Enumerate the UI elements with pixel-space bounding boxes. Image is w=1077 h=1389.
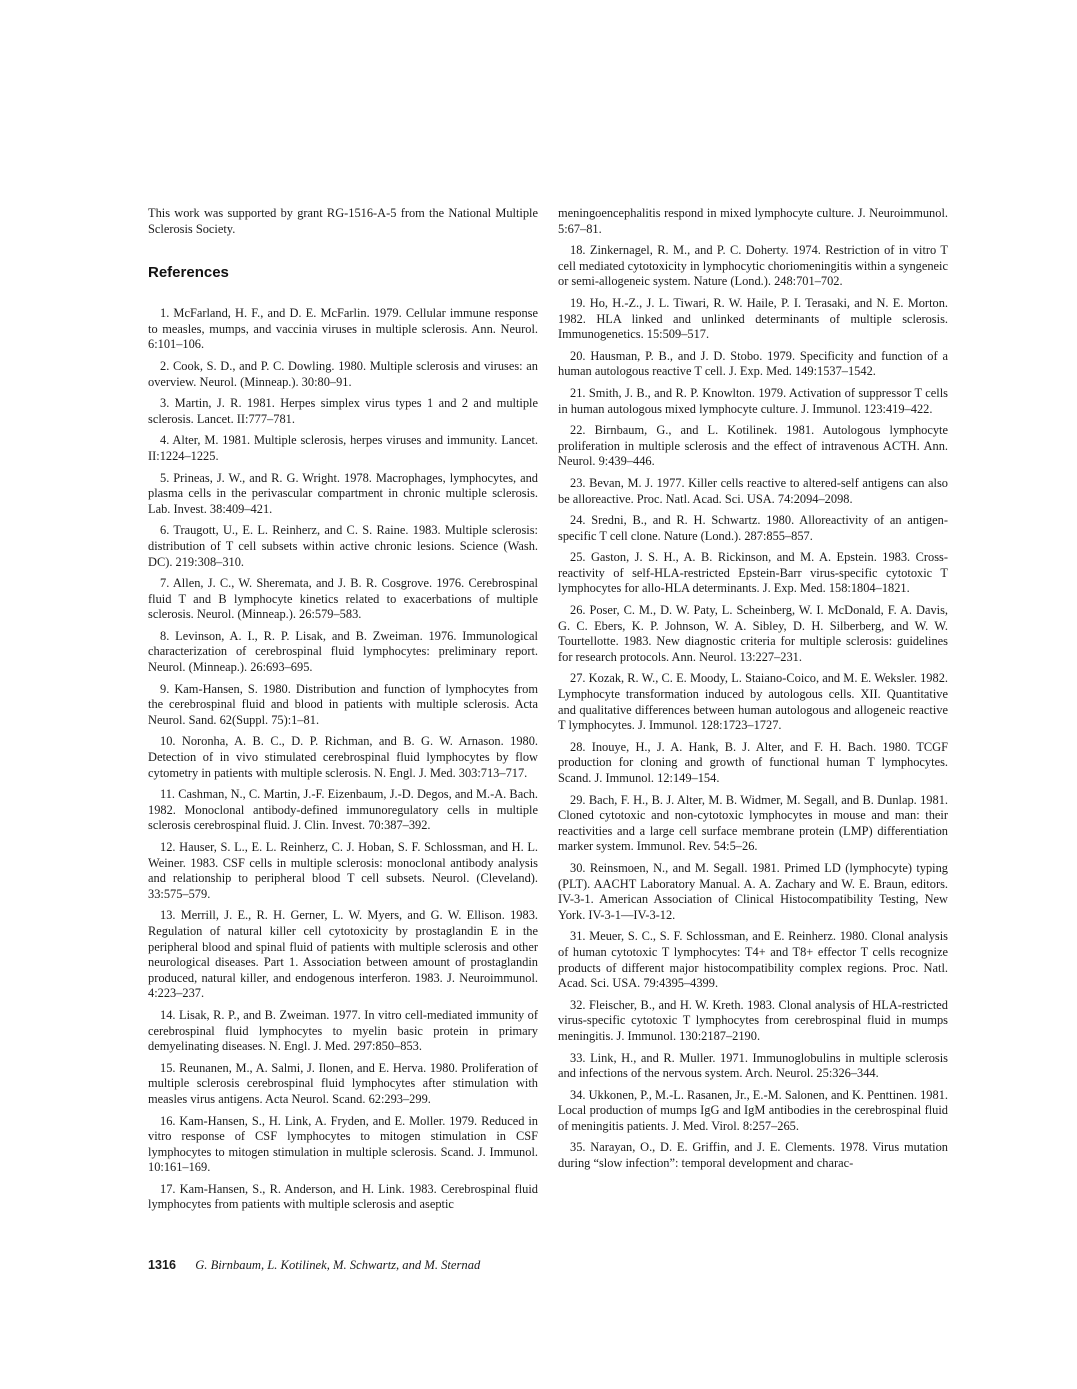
reference-item: 6. Traugott, U., E. L. Reinherz, and C. S. Raine. 1983. Multiple sclerosis: distribution of T cell subsets within active chronic lesions. Science (Wash. DC). 219:308–310. [148, 523, 538, 569]
left-column [148, 206, 538, 1219]
right-reference-list [558, 243, 948, 1171]
reference-item: 30. Reinsmoen, N., and M. Segall. 1981. Primed LD (lymphocyte) typing (PLT). AACHT Laboratory Manual. A. A. Zachary and W. E. Braun, editors. IV-3-1. American Association of Clinical Histocompatibility Testing, New York. IV-3-1—IV-3-12. [558, 860, 948, 922]
reference-item: 9. Kam-Hansen, S. 1980. Distribution and function of lymphocytes from the cerebrospinal fluid and blood in patients with multiple sclerosis. Acta Neurol. Sand. 62(Suppl. 75):1–81. [148, 681, 538, 727]
reference-item: 3. Martin, J. R. 1981. Herpes simplex virus types 1 and 2 and multiple sclerosis. Lancet. II:777–781. [148, 396, 538, 426]
reference-item: 10. Noronha, A. B. C., D. P. Richman, and B. G. W. Arnason. 1980. Detection of in vivo stimulated cerebrospinal fluid lymphocytes by flow cytometry in patients with multiple sclerosis. N. Engl. J. Med. 303:713–717. [148, 734, 538, 780]
reference-item: 32. Fleischer, B., and H. W. Kreth. 1983. Clonal analysis of HLA-restricted virus-specific cytotoxic T lymphocytes from cerebrospinal fluid in mumps meningitis. J. Immunol. 130:2187–2190. [558, 997, 948, 1043]
page-number: 1316 [148, 1258, 177, 1272]
reference-continuation: meningoencephalitis respond in mixed lymphocyte culture. J. Neuroimmunol. 5:67–81. [558, 206, 948, 236]
reference-item: 5. Prineas, J. W., and R. G. Wright. 1978. Macrophages, lymphocytes, and plasma cells in the perivascular compartment in chronic multiple sclerosis. Lab. Invest. 38:409–421. [148, 470, 538, 516]
reference-item: 13. Merrill, J. E., R. H. Gerner, L. W. Myers, and G. W. Ellison. 1983. Regulation of natural killer cell cytotoxicity by prostaglandin E in the peripheral blood and spinal fluid of patients with multiple sclerosis and other neurological diseases. Part 1. Association between amount of prostaglandin produced, natural killer, and endogenous interferon. 1983. J. Neuroimmunol. 4:223–237. [148, 908, 538, 1001]
reference-item: 31. Meuer, S. C., S. F. Schlossman, and E. Reinherz. 1980. Clonal analysis of human cytotoxic T lymphocytes: T4+ and T8+ effector T cells recognize products of different major histocompatibility complex regions. Proc. Natl. Acad. Sci. USA. 79:4395–4399. [558, 929, 948, 991]
reference-item: 17. Kam-Hansen, S., R. Anderson, and H. Link. 1983. Cerebrospinal fluid lymphocytes from patients with multiple sclerosis and aseptic [148, 1181, 538, 1212]
reference-item: 21. Smith, J. B., and R. P. Knowlton. 1979. Activation of suppressor T cells in human autologous mixed lymphocyte culture. J. Immunol. 123:419–422. [558, 385, 948, 416]
reference-item: 28. Inouye, H., J. A. Hank, B. J. Alter, and F. H. Bach. 1980. TCGF production for cloning and growth of functional human T lymphocytes. Scand. J. Immunol. 12:149–154. [558, 739, 948, 785]
reference-item: 19. Ho, H.-Z., J. L. Tiwari, R. W. Haile, P. I. Terasaki, and N. E. Morton. 1982. HLA linked and unlinked determinants of multiple sclerosis. Immunogenetics. 15:509–517. [558, 295, 948, 342]
reference-item: 34. Ukkonen, P., M.-L. Rasanen, Jr., E.-M. Salonen, and K. Penttinen. 1981. Local production of mumps IgG and IgM antibodies in the cerebrospinal fluid of meningitis patients. J. Med. Virol. 8:257–265. [558, 1087, 948, 1133]
reference-item: 27. Kozak, R. W., C. E. Moody, L. Staiano-Coico, and M. E. Weksler. 1982. Lymphocyte transformation induced by autologous cells. XII. Quantitative and qualitative differences between human autologous and allogeneic reactive T lymphocytes. J. Immunol. 128:1723–1727. [558, 671, 948, 733]
reference-item: 4. Alter, M. 1981. Multiple sclerosis, herpes viruses and immunity. Lancet. II:1224–1225. [148, 433, 538, 463]
reference-item: 20. Hausman, P. B., and J. D. Stobo. 1979. Specificity and function of a human autologous reactive T cell. J. Exp. Med. 149:1537–1542. [558, 348, 948, 379]
reference-item: 15. Reunanen, M., A. Salmi, J. Ilonen, and E. Herva. 1980. Proliferation of multiple sclerosis cerebrospinal fluid lymphocytes after stimulation with measles virus antigens. Acta Neurol. Scand. 62:293–299. [148, 1060, 538, 1106]
reference-item: 24. Sredni, B., and R. H. Schwartz. 1980. Alloreactivity of an antigen-specific T cell clone. Nature (Lond.). 287:855–857. [558, 513, 948, 543]
left-reference-list [148, 306, 538, 1213]
reference-item: 33. Link, H., and R. Muller. 1971. Immunoglobulins in multiple sclerosis and infections of the nervous system. Arch. Neurol. 25:326–344. [558, 1050, 948, 1081]
reference-item: 23. Bevan, M. J. 1977. Killer cells reactive to altered-self antigens can also be alloreactive. Proc. Natl. Acad. Sci. USA. 74:2094–2098. [558, 475, 948, 506]
page-footer [148, 1258, 480, 1273]
references-heading: References [148, 264, 229, 282]
reference-item: 8. Levinson, A. I., R. P. Lisak, and B. Zweiman. 1976. Immunological characterization of cerebrospinal fluid lymphocytes: preliminary report. Neurol. (Minneap.). 26:693–695. [148, 628, 538, 675]
reference-item: 11. Cashman, N., C. Martin, J.-F. Eizenbaum, J.-D. Degos, and M.-A. Bach. 1982. Monoclonal antibody-defined immunoregulatory cells in multiple sclerosis cerebrospinal fluid. J. Clin. Invest. 70:387–392. [148, 787, 538, 833]
reference-item: 18. Zinkernagel, R. M., and P. C. Doherty. 1974. Restriction of in vitro T cell mediated cytotoxicity in lymphocytic choriomeningitis within a syngeneic or semi-allogeneic system. Nature (Lond.). 248:701–702. [558, 243, 948, 289]
reference-item: 12. Hauser, S. L., E. L. Reinherz, C. J. Hoban, S. F. Schlossman, and H. L. Weiner. 1983. CSF cells in multiple sclerosis: monoclonal antibody analysis and relationship to peripheral blood T cell subsets. Neurol. (Cleveland). 33:575–579. [148, 840, 538, 901]
reference-item: 22. Birnbaum, G., and L. Kotilinek. 1981. Autologous lymphocyte proliferation in multiple sclerosis and the effect of intravenous ACTH. Ann. Neurol. 9:439–446. [558, 423, 948, 469]
reference-item: 2. Cook, S. D., and P. C. Dowling. 1980. Multiple sclerosis and viruses: an overview. Neurol. (Minneap.). 30:80–91. [148, 358, 538, 389]
reference-item: 29. Bach, F. H., B. J. Alter, M. B. Widmer, M. Segall, and B. Dunlap. 1981. Cloned cytotoxic and non-cytotoxic lymphocytes in mouse and man: their reactivities and a large cell surface membrane protein (LMP) differentiation marker system. Immunol. Rev. 54:5–26. [558, 792, 948, 854]
reference-item: 7. Allen, J. C., W. Sheremata, and J. B. R. Cosgrove. 1976. Cerebrospinal fluid T and B lymphocyte kinetics related to exacerbations of multiple sclerosis. Neurol. (Minneap.). 26:579–583. [148, 576, 538, 622]
running-authors: G. Birnbaum, L. Kotilinek, M. Schwartz, and M. Sternad [195, 1258, 481, 1272]
reference-item: 25. Gaston, J. S. H., A. B. Rickinson, and M. A. Epstein. 1983. Cross-reactivity of self-HLA-restricted Epstein-Barr virus-specific cytotoxic T lymphocytes for allo-HLA determinants. J. Exp. Med. 158:1804–1821. [558, 550, 948, 596]
reference-item: 35. Narayan, O., D. E. Griffin, and J. E. Clements. 1978. Virus mutation during “slow infection”: temporal development and charac- [558, 1140, 948, 1171]
reference-item: 1. McFarland, H. F., and D. E. McFarlin. 1979. Cellular immune response to measles, mumps, and vaccinia viruses in multiple sclerosis. Ann. Neurol. 6:101–106. [148, 306, 538, 352]
reference-item: 26. Poser, C. M., D. W. Paty, L. Scheinberg, W. I. McDonald, F. A. Davis, G. C. Ebers, K. P. Johnson, W. A. Sibley, D. H. Silberberg, and W. W. Tourtellotte. 1983. New diagnostic criteria for multiple sclerosis: guidelines for research protocols. Ann. Neurol. 13:227–231. [558, 603, 948, 664]
acknowledgment: This work was supported by grant RG-1516-A-5 from the National Multiple Sclerosis Society. [148, 206, 538, 236]
reference-item: 14. Lisak, R. P., and B. Zweiman. 1977. In vitro cell-mediated immunity of cerebrospinal fluid lymphocytes to myelin basic protein in primary demyelinating diseases. N. Engl. J. Med. 297:850–853. [148, 1007, 538, 1054]
right-column [558, 206, 948, 1178]
reference-item: 16. Kam-Hansen, S., H. Link, A. Fryden, and E. Moller. 1979. Reduced in vitro response of CSF lymphocytes to mitogen stimulation in CSF lymphocytes to mitogen stimulation in multiple sclerosis. Scand. J. Immunol. 10:161–169. [148, 1113, 538, 1175]
